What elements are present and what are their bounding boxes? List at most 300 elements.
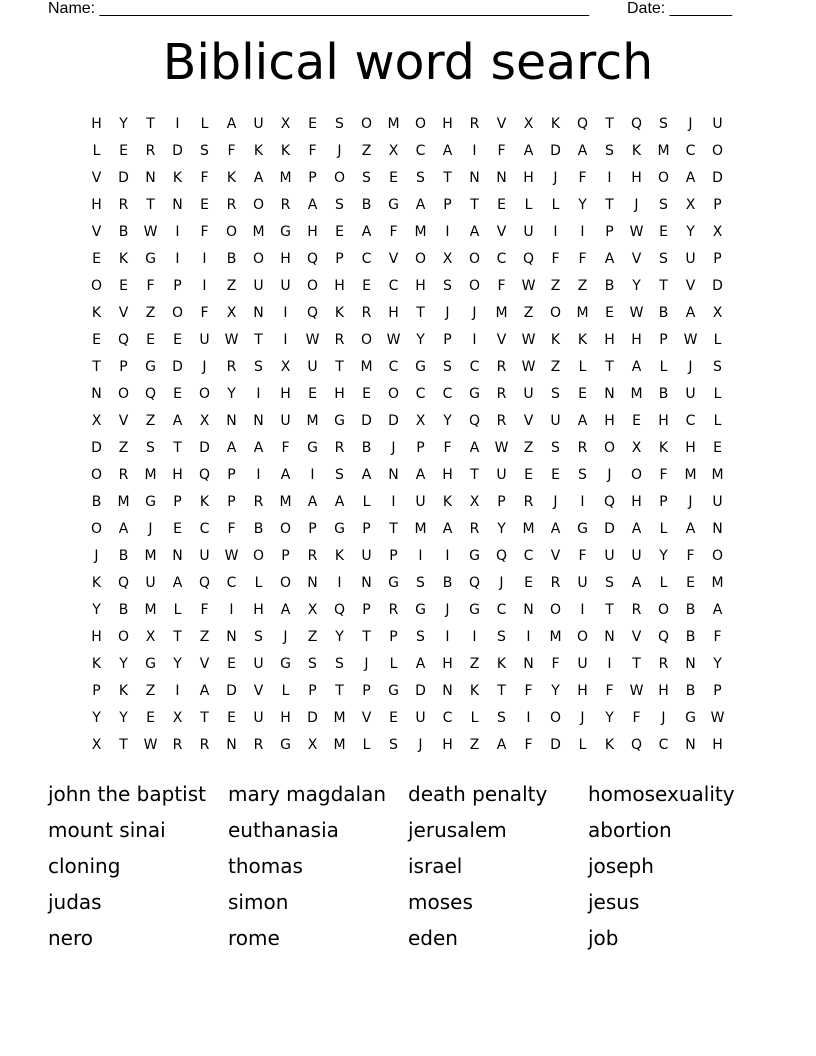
grid-letter: H	[91, 115, 102, 132]
grid-letter: U	[415, 709, 426, 726]
grid-letter: U	[685, 250, 696, 267]
grid-letter: Z	[361, 142, 372, 159]
grid-letter: H	[658, 412, 669, 429]
grid-letter: F	[524, 682, 533, 699]
grid-letter: L	[578, 736, 587, 753]
page-title: Biblical word search	[162, 34, 654, 91]
grid-letter: I	[283, 331, 288, 348]
grid-letter: S	[497, 628, 506, 645]
grid-letter: W	[629, 682, 644, 699]
grid-letter: G	[388, 196, 399, 213]
name-field[interactable]: Name: _______________________________________________________	[48, 0, 589, 17]
grid-letter: L	[659, 358, 668, 375]
grid-letter: M	[576, 304, 589, 321]
grid-letter: S	[551, 439, 560, 456]
grid-letter: F	[389, 223, 398, 240]
grid-letter: W	[143, 736, 158, 753]
grid-letter: T	[389, 520, 398, 537]
grid-row	[83, 650, 731, 677]
word-list-item: judas	[48, 890, 102, 914]
grid-letter: S	[443, 358, 452, 375]
grid-letter: N	[172, 547, 183, 564]
grid-letter: N	[685, 655, 696, 672]
grid-letter: T	[92, 358, 101, 375]
grid-letter: V	[496, 223, 507, 240]
grid-letter: Q	[468, 412, 481, 429]
grid-letter: Z	[226, 277, 237, 294]
grid-letter: W	[386, 331, 401, 348]
grid-letter: U	[550, 412, 561, 429]
grid-letter: E	[551, 466, 560, 483]
grid-letter: H	[415, 277, 426, 294]
grid-letter: U	[361, 547, 372, 564]
grid-letter: Z	[550, 277, 561, 294]
grid-letter: B	[361, 439, 372, 456]
grid-letter: F	[497, 142, 506, 159]
grid-letter: B	[361, 196, 372, 213]
grid-letter: X	[631, 439, 642, 456]
grid-letter: H	[442, 736, 453, 753]
grid-letter: V	[388, 250, 399, 267]
grid-letter: L	[173, 601, 182, 618]
grid-letter: W	[629, 223, 644, 240]
word-list-item: cloning	[48, 854, 121, 878]
grid-letter: O	[603, 439, 616, 456]
grid-letter: I	[202, 250, 207, 267]
grid-letter: X	[226, 304, 237, 321]
grid-letter: F	[227, 142, 236, 159]
grid-letter: A	[442, 520, 453, 537]
grid-letter: J	[553, 493, 558, 510]
grid-letter: K	[334, 547, 345, 564]
grid-letter: I	[580, 493, 585, 510]
grid-letter: K	[550, 115, 561, 132]
grid-letter: M	[360, 358, 373, 375]
grid-letter: G	[280, 736, 291, 753]
grid-letter: A	[604, 250, 615, 267]
grid-letter: K	[253, 142, 264, 159]
grid-letter: E	[173, 385, 182, 402]
grid-letter: E	[713, 439, 722, 456]
grid-row	[83, 461, 731, 488]
grid-letter: A	[631, 574, 642, 591]
grid-letter: T	[605, 601, 614, 618]
grid-letter: B	[91, 493, 102, 510]
grid-letter: P	[227, 493, 236, 510]
grid-letter: D	[361, 412, 372, 429]
grid-letter: O	[360, 115, 373, 132]
grid-letter: H	[442, 115, 453, 132]
grid-letter: T	[443, 169, 452, 186]
grid-letter: L	[281, 682, 290, 699]
grid-letter: A	[685, 304, 696, 321]
grid-letter: L	[389, 655, 398, 672]
grid-letter: S	[335, 655, 344, 672]
grid-letter: O	[549, 304, 562, 321]
grid-letter: L	[362, 493, 371, 510]
grid-letter: L	[254, 574, 263, 591]
grid-letter: N	[172, 196, 183, 213]
grid-letter: C	[685, 412, 696, 429]
grid-letter: Y	[119, 115, 128, 132]
grid-letter: A	[334, 493, 345, 510]
grid-letter: A	[280, 601, 291, 618]
grid-row	[83, 623, 731, 650]
grid-letter: L	[524, 196, 533, 213]
grid-letter: N	[91, 385, 102, 402]
grid-letter: U	[685, 385, 696, 402]
grid-row	[83, 191, 731, 218]
grid-letter: N	[307, 574, 318, 591]
grid-letter: T	[605, 196, 614, 213]
grid-letter: N	[685, 736, 696, 753]
grid-letter: Q	[495, 547, 508, 564]
grid-letter: E	[92, 331, 101, 348]
grid-letter: K	[118, 250, 129, 267]
grid-letter: A	[523, 142, 534, 159]
grid-letter: K	[226, 169, 237, 186]
grid-letter: K	[91, 304, 102, 321]
grid-letter: O	[468, 277, 481, 294]
grid-letter: P	[497, 493, 506, 510]
grid-letter: J	[661, 709, 666, 726]
grid-letter: T	[335, 682, 344, 699]
grid-letter: I	[229, 601, 234, 618]
grid-letter: I	[580, 601, 585, 618]
grid-letter: C	[442, 709, 453, 726]
grid-letter: M	[333, 709, 346, 726]
grid-row	[83, 488, 731, 515]
grid-letter: Q	[198, 574, 211, 591]
grid-letter: F	[578, 169, 587, 186]
grid-letter: R	[253, 493, 264, 510]
grid-letter: K	[496, 655, 507, 672]
grid-letter: Y	[92, 601, 101, 618]
grid-letter: R	[550, 574, 561, 591]
grid-letter: Q	[630, 115, 643, 132]
grid-letter: Y	[497, 520, 506, 537]
grid-letter: Y	[416, 331, 425, 348]
date-field[interactable]: Date: _______	[627, 0, 732, 17]
grid-letter: T	[470, 196, 479, 213]
grid-letter: Y	[119, 709, 128, 726]
grid-letter: X	[145, 628, 156, 645]
grid-letter: P	[308, 169, 317, 186]
grid-letter: F	[281, 439, 290, 456]
grid-letter: H	[334, 385, 345, 402]
grid-letter: D	[172, 358, 183, 375]
grid-letter: G	[388, 682, 399, 699]
grid-letter: D	[550, 736, 561, 753]
grid-letter: O	[171, 304, 184, 321]
grid-letter: E	[389, 169, 398, 186]
grid-letter: S	[416, 574, 425, 591]
grid-letter: A	[172, 574, 183, 591]
grid-letter: R	[334, 331, 345, 348]
grid-letter: H	[280, 250, 291, 267]
grid-letter: A	[415, 196, 426, 213]
grid-letter: J	[607, 466, 612, 483]
grid-letter: J	[418, 736, 423, 753]
grid-letter: F	[308, 142, 317, 159]
grid-letter: I	[607, 169, 612, 186]
grid-letter: C	[199, 520, 210, 537]
grid-letter: X	[172, 709, 183, 726]
grid-letter: B	[685, 628, 696, 645]
grid-letter: Z	[523, 304, 534, 321]
grid-letter: E	[524, 574, 533, 591]
grid-letter: U	[307, 358, 318, 375]
grid-letter: R	[496, 385, 507, 402]
grid-row	[83, 677, 731, 704]
grid-letter: G	[577, 520, 588, 537]
grid-letter: R	[226, 196, 237, 213]
grid-letter: S	[254, 628, 263, 645]
grid-letter: P	[389, 547, 398, 564]
grid-letter: P	[362, 601, 371, 618]
grid-letter: W	[521, 277, 536, 294]
grid-letter: J	[337, 142, 342, 159]
grid-letter: G	[280, 655, 291, 672]
word-list-item: nero	[48, 926, 93, 950]
grid-letter: G	[469, 385, 480, 402]
grid-letter: G	[334, 520, 345, 537]
word-list-item: rome	[228, 926, 280, 950]
grid-letter: A	[550, 520, 561, 537]
grid-letter: A	[361, 466, 372, 483]
grid-letter: R	[469, 520, 480, 537]
grid-letter: A	[577, 142, 588, 159]
grid-letter: U	[415, 493, 426, 510]
grid-letter: P	[443, 196, 452, 213]
grid-row	[83, 299, 731, 326]
grid-letter: I	[445, 628, 450, 645]
grid-letter: A	[361, 223, 372, 240]
grid-letter: A	[685, 169, 696, 186]
grid-letter: O	[90, 277, 103, 294]
grid-letter: H	[523, 169, 534, 186]
grid-letter: K	[334, 304, 345, 321]
grid-letter: C	[496, 250, 507, 267]
grid-letter: E	[146, 709, 155, 726]
grid-letter: T	[119, 736, 128, 753]
grid-letter: H	[334, 277, 345, 294]
grid-letter: J	[688, 115, 693, 132]
grid-letter: S	[335, 115, 344, 132]
grid-letter: B	[685, 601, 696, 618]
grid-letter: B	[118, 601, 129, 618]
grid-row	[83, 542, 731, 569]
grid-letter: T	[200, 709, 209, 726]
grid-letter: A	[307, 196, 318, 213]
grid-row	[83, 137, 731, 164]
grid-letter: J	[148, 520, 153, 537]
grid-row	[83, 569, 731, 596]
grid-letter: L	[551, 196, 560, 213]
grid-letter: R	[523, 493, 534, 510]
grid-letter: E	[389, 709, 398, 726]
grid-letter: Q	[603, 493, 616, 510]
grid-letter: E	[335, 223, 344, 240]
grid-letter: S	[497, 709, 506, 726]
grid-letter: K	[91, 574, 102, 591]
grid-letter: S	[659, 115, 668, 132]
grid-letter: N	[712, 520, 723, 537]
grid-letter: H	[712, 736, 723, 753]
grid-letter: G	[415, 358, 426, 375]
grid-letter: O	[360, 331, 373, 348]
grid-letter: O	[252, 250, 265, 267]
grid-letter: C	[658, 736, 669, 753]
grid-letter: R	[631, 601, 642, 618]
grid-letter: Q	[198, 466, 211, 483]
grid-letter: E	[659, 223, 668, 240]
grid-letter: W	[305, 331, 320, 348]
grid-letter: M	[333, 736, 346, 753]
grid-letter: O	[279, 520, 292, 537]
grid-letter: R	[253, 736, 264, 753]
grid-letter: M	[495, 304, 508, 321]
grid-letter: N	[226, 628, 237, 645]
grid-letter: L	[713, 385, 722, 402]
grid-letter: W	[683, 331, 698, 348]
grid-letter: C	[388, 277, 399, 294]
grid-letter: O	[306, 277, 319, 294]
grid-letter: E	[92, 250, 101, 267]
grid-letter: F	[659, 466, 668, 483]
grid-letter: A	[469, 439, 480, 456]
word-list-item: euthanasia	[228, 818, 339, 842]
grid-letter: J	[391, 439, 396, 456]
grid-letter: B	[604, 277, 615, 294]
grid-letter: D	[604, 520, 615, 537]
grid-letter: S	[416, 169, 425, 186]
grid-letter: J	[283, 628, 288, 645]
grid-letter: O	[117, 385, 130, 402]
grid-letter: I	[607, 655, 612, 672]
grid-letter: U	[199, 331, 210, 348]
grid-letter: X	[280, 358, 291, 375]
grid-letter: P	[92, 682, 101, 699]
grid-letter: F	[632, 709, 641, 726]
grid-letter: Q	[657, 628, 670, 645]
grid-letter: M	[387, 115, 400, 132]
grid-letter: S	[335, 466, 344, 483]
grid-letter: O	[252, 196, 265, 213]
grid-letter: J	[688, 493, 693, 510]
grid-letter: A	[685, 520, 696, 537]
grid-letter: G	[307, 439, 318, 456]
grid-row	[83, 353, 731, 380]
grid-row	[83, 407, 731, 434]
grid-letter: S	[308, 655, 317, 672]
grid-letter: P	[362, 520, 371, 537]
grid-letter: Z	[469, 655, 480, 672]
grid-letter: W	[224, 547, 239, 564]
grid-letter: R	[496, 412, 507, 429]
grid-letter: N	[145, 169, 156, 186]
grid-letter: H	[280, 709, 291, 726]
grid-letter: M	[144, 547, 157, 564]
grid-letter: R	[334, 439, 345, 456]
grid-letter: L	[362, 736, 371, 753]
grid-letter: V	[550, 547, 561, 564]
grid-letter: K	[91, 655, 102, 672]
grid-letter: A	[199, 682, 210, 699]
grid-letter: Y	[335, 628, 344, 645]
grid-letter: P	[416, 439, 425, 456]
grid-letter: R	[145, 142, 156, 159]
grid-letter: J	[94, 547, 99, 564]
grid-letter: Q	[117, 574, 130, 591]
grid-letter: S	[713, 358, 722, 375]
grid-letter: H	[307, 223, 318, 240]
grid-letter: J	[445, 601, 450, 618]
grid-letter: T	[254, 331, 263, 348]
word-list-item: moses	[408, 890, 473, 914]
grid-letter: H	[280, 385, 291, 402]
word-list-item: israel	[408, 854, 463, 878]
grid-letter: S	[605, 142, 614, 159]
grid-letter: F	[497, 277, 506, 294]
grid-letter: D	[712, 169, 723, 186]
grid-letter: R	[469, 115, 480, 132]
grid-letter: L	[200, 115, 209, 132]
grid-letter: D	[307, 709, 318, 726]
grid-letter: N	[253, 304, 264, 321]
grid-letter: Y	[92, 709, 101, 726]
grid-letter: P	[119, 358, 128, 375]
grid-letter: K	[172, 169, 183, 186]
grid-letter: K	[631, 142, 642, 159]
grid-letter: A	[253, 169, 264, 186]
grid-letter: K	[442, 493, 453, 510]
grid-letter: N	[361, 574, 372, 591]
grid-letter: R	[388, 601, 399, 618]
grid-letter: E	[173, 520, 182, 537]
grid-letter: E	[362, 277, 371, 294]
grid-letter: P	[227, 466, 236, 483]
grid-row	[83, 380, 731, 407]
grid-letter: E	[632, 412, 641, 429]
grid-letter: H	[604, 412, 615, 429]
grid-letter: Y	[551, 682, 560, 699]
grid-letter: Y	[119, 655, 128, 672]
grid-letter: S	[578, 466, 587, 483]
grid-letter: T	[362, 628, 371, 645]
grid-letter: K	[577, 331, 588, 348]
grid-letter: J	[688, 358, 693, 375]
grid-letter: I	[256, 466, 261, 483]
grid-letter: M	[711, 466, 724, 483]
grid-letter: G	[334, 412, 345, 429]
grid-letter: X	[685, 196, 696, 213]
grid-letter: Z	[145, 412, 156, 429]
grid-letter: C	[523, 547, 534, 564]
grid-letter: N	[523, 655, 534, 672]
grid-letter: O	[711, 142, 724, 159]
grid-letter: S	[200, 142, 209, 159]
word-list-item: simon	[228, 890, 289, 914]
grid-letter: V	[631, 628, 642, 645]
grid-letter: K	[280, 142, 291, 159]
grid-letter: R	[118, 196, 129, 213]
grid-letter: N	[253, 412, 264, 429]
grid-letter: X	[91, 412, 102, 429]
grid-letter: M	[684, 466, 697, 483]
grid-letter: E	[146, 331, 155, 348]
grid-letter: F	[200, 601, 209, 618]
